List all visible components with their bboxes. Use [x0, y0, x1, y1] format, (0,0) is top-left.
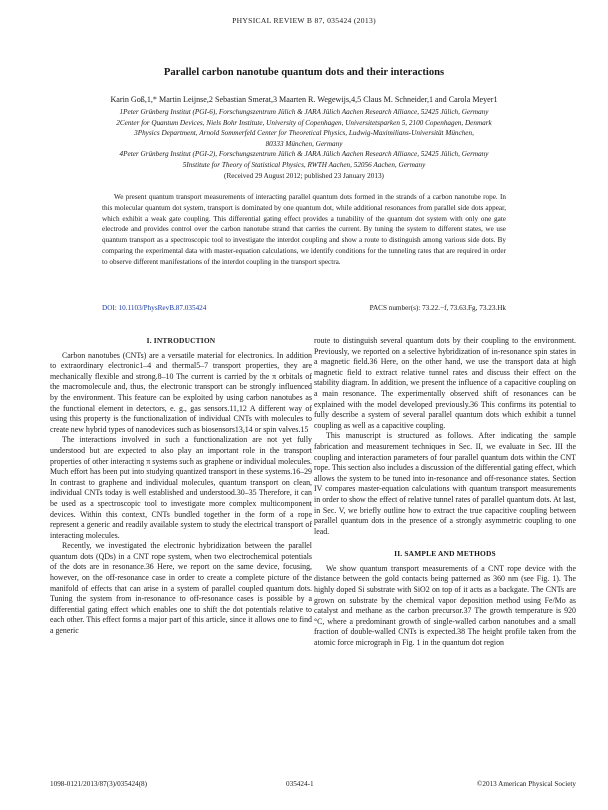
- paragraph: This manuscript is structured as follows. After indicating the sample fabrication and measurement techniques in Sec. II, we evaluate in Sec. III the coupling and interaction parameters of four parallel quantum dots within the CNT rope. This section also includes a discussion of the differential gating effect, which allows the system to be tuned into in-resonance and off-resonance states. Section IV compares master-equation calculations with quantum transport measurements in order to show the effect of relative tunnel rates of parallel quantum dots. At last, in Sec. V, we briefly outline how to extract the true capacitive coupling between parallel quantum dots in the presence of a strongly asymmetric coupling to one lead.: [314, 431, 576, 536]
- paragraph: The interactions involved in such a functionalization are not yet fully understood but are expected to also play an important role in the transport properties of other interacting π systems such as graphene or individual molecules. Much effort has been put into studying quantized transport in these systems.16–29 In contrast to graphene and individual molecules, quantum transport on clean, individual CNTs today is well established and understood.30–35 Therefore, it can be used as a spectroscopic tool to investigate more complex multicomponent devices. Within this context, CNTs bundled together in the form of a rope represent a generic and readily available system to study the electrical transport of interacting molecules.: [50, 435, 312, 540]
- journal-header: PHYSICAL REVIEW B 87, 035424 (2013): [232, 16, 376, 25]
- affiliation-4: 4Peter Grünberg Institut (PGI-2), Forschungszentrum Jülich & JARA Jülich Aachen Research Alliance, 52425 Jülich, Germany: [119, 150, 489, 159]
- paragraph: route to distinguish several quantum dots by their coupling to the environment. Previously, we reported on a selective hybridization of in-resonance spin states in a magnetic field.36 Here, on the other hand, we use the transport data at high magnetic field to extract relative tunnel rates and discuss their effect on the stability diagram. In addition, we present the influence of a capacitive coupling on a main resonance. The experimentally observed shift of resonances can be explained with the model developed previously.36 This confirms its potential to fully describe a system of several parallel quantum dots which exhibit a tunnel coupling as well as a capacitive coupling.: [314, 336, 576, 430]
- section-heading-sample-methods: II. SAMPLE AND METHODS: [394, 549, 496, 559]
- paragraph: Carbon nanotubes (CNTs) are a versatile material for electronics. In addition to extraordinary electronic1–4 and thermal5–7 transport properties, they are mechanically flexible and strong.8–10 The current is carried by the π orbitals of the macromolecule and, thus, the electronic transport can be strongly influenced by the environment. This feature can be exploited by using carbon nanotubes as the functional element in detectors, e. g., gas sensors.11,12 A different way of using this property is the functionalization of individual CNTs with molecules to create new hybrid types of nanodevices such as biosensors13,14 or spin valves.15: [50, 350, 312, 434]
- abstract-text: We present quantum transport measurements of interacting parallel quantum dots formed in the strands of a carbon nanotube rope. In this molecular quantum dot system, transport is dominated by one quantum dot, while additional resonances from parallel side dots appear, which exhibit a weak gate coupling. This differential gating effect provides a tunability of the quantum dot system with only one gate electrode and provides control over the carbon nanotube strand that carries the current. By tuning the system to different states, we use quantum transport as a spectroscopic tool to investigate the interdot coupling and show a route to distinguish among various side dots. By comparing the experimental data with master-equation calculations, we identify conditions for the tunneling rates that are required in order to observe different manifestations of the interdot coupling in the transport spectra.: [102, 193, 506, 266]
- author-list: Karin Goß,1,* Martin Leijnse,2 Sebastian Smerat,3 Maarten R. Wegewijs,4,5 Claus M. Schneider,1 and Carola Meyer1: [110, 95, 498, 104]
- abstract: [102, 192, 506, 268]
- right-column: [314, 336, 576, 649]
- paper-title: Parallel carbon nanotube quantum dots and their interactions: [163, 67, 445, 78]
- paragraph: Recently, we investigated the electronic hybridization between the parallel quantum dots (QDs) in a CNT rope system, when two electrochemical potentials of the dots are in resonance.36 Here, we report on the same device, focusing, however, on the off-resonance case in order to create a complete picture of the manifold of effects that can arise in a system of parallel coupled quantum dots. Tuning the system from in-resonance to off-resonance cases is possible by a differential gating effect which enables one to shift the dot potentials relative to each other. This effect forms a major part of this article, since it allows one to find a generic: [50, 541, 312, 636]
- affiliation-2: 2Center for Quantum Devices, Niels Bohr Institute, University of Copenhagen, Universitetsparken 5, 2100 Copenhagen, Denmark: [116, 118, 492, 127]
- affiliation-3: 3Physics Department, Arnold Sommerfeld Center for Theoretical Physics, Ludwig-Maximilians-Universität München,: [134, 129, 474, 138]
- section-heading-introduction: I. INTRODUCTION: [146, 336, 216, 345]
- footer-page-number: 035424-1: [286, 780, 314, 788]
- affiliations: [30, 107, 578, 181]
- affiliation-1: 1Peter Grünberg Institut (PGI-6), Forschungszentrum Jülich & JARA Jülich Aachen Research Alliance, 52425 Jülich, Germany: [119, 108, 489, 116]
- left-column: [50, 336, 312, 637]
- footer-article-code: 1098-0121/2013/87(3)/035424(8): [50, 780, 148, 788]
- doi-pacs-line: [102, 304, 506, 312]
- footer-copyright: ©2013 American Physical Society: [476, 780, 576, 788]
- pacs-numbers: PACS number(s): 73.22.−f, 73.63.Fg, 73.23.Hk: [369, 304, 506, 312]
- received-date: (Received 29 August 2012; published 23 January 2013): [224, 171, 384, 180]
- affiliation-3-cont: 80333 München, Germany: [265, 139, 343, 148]
- affiliation-5: 5Institute for Theory of Statistical Physics, RWTH Aachen, 52056 Aachen, Germany: [182, 160, 426, 169]
- doi-link[interactable]: DOI: 10.1103/PhysRevB.87.035424: [102, 304, 207, 312]
- paragraph: We show quantum transport measurements of a CNT rope device with the distance between the gold contacts being patterned as 360 nm (see Fig. 1). The highly doped Si substrate with SiO2 on top of it acts as a backgate. The CNTs are grown on substrate by the chemical vapor deposition method using Fe/Mo as catalyst and methane as the carbon precursor.37 The growth temperature is 920 °C, where a predominant growth of single-walled carbon nanotubes and a small fraction of double-walled CNTs is expected.38 The height profile taken from the atomic force micrograph in Fig. 1 in the quantum dot region: [314, 563, 576, 648]
